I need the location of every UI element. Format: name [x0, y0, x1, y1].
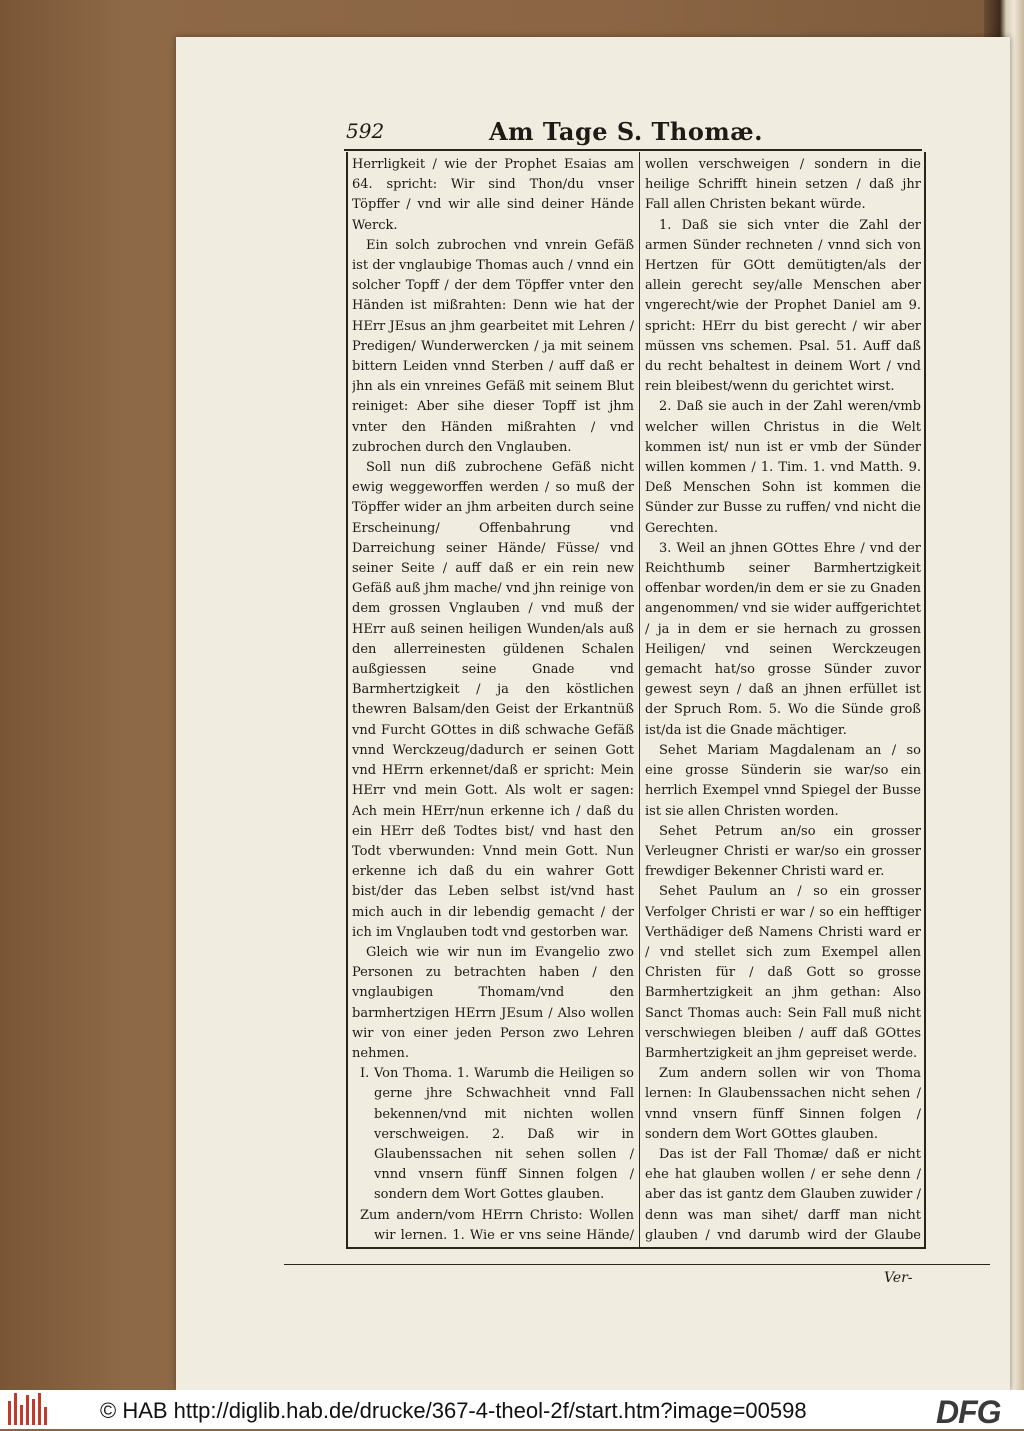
running-head: Am Tage S. Thomæ. — [488, 117, 764, 146]
right-column — [645, 155, 921, 1243]
book-page — [176, 37, 1010, 1390]
paragraph: Soll nun diß zubrochene Gefäß nicht ewig weggeworffen werden / so muß der Töpffer wider an jhm arbeiten durch seine Erscheinung/ Offenbahrung vnd Darreichung seiner Hände/ Füsse/ vnd seiner Seite / auff daß er ein rein new Gefäß auß jhm mache/ vnd jhn reinige von dem grossen Vnglauben / vnd muß der HErr auß seinen heiligen Wunden/als auß den allerreinesten güldenen Schalen außgiessen seine Gnade vnd Barmhertzigkeit / ja den köstlichen thewren Balsam/den Geist der Erkantnüß vnd Furcht GOttes in diß schwache Gefäß vnnd Werckzeug/dadurch er seinen Gott vnd HErrn erkennet/daß er spricht: Mein HErr vnd mein Gott. Als wolt er sagen: Ach mein HErr/nun erkenne ich / daß du ein HErr deß Todtes bist/ vnd hast den Todt vberwunden: Vnnd mein Gott. Nun erkenne ich daß du ein wahrer Gott bist/der das Leben selbst ist/vnd hast mich auch in dir lebendig gemacht / der ich im Vnglauben todt vnd gestorben war. — [352, 460, 634, 940]
page-header — [346, 119, 906, 145]
catchword: Ver- — [884, 1270, 913, 1286]
paragraph: Sehet Petrum an/so ein grosser Verleugner Christi er war/so ein grosser frewdiger Bekenner Christi ward er. — [645, 823, 921, 880]
paragraph: Zum andern sollen wir von Thoma lernen: In Glaubenssachen nicht sehen / vnnd vnsern fünff Sinnen folgen / sondern dem Wort GOttes glauben. — [645, 1066, 921, 1142]
paragraph: Das ist der Fall Thomæ/ daß er nicht ehe hat glauben wollen / er sehe denn / aber das ist gantz dem Glauben zuwider / denn was man sihet/ darff man nicht glauben / vnd darumb wird der Glaube — [645, 1146, 921, 1243]
footer-rule — [284, 1264, 990, 1265]
paragraph: Gleich wie wir nun im Evangelio zwo Personen zu betrachten haben / den vnglaubigen Thomam/vnd den barmhertzigen HErrn JEsum / Also wollen wir von einer jeden Person zwo Lehren nehmen. — [352, 944, 634, 1061]
paragraph: Herrligkeit / wie der Prophet Esaias am 64. spricht: Wir sind Thon/du vnser Töpffer / vnd wir alle sind deiner Hände Werck. — [352, 157, 634, 233]
header-rule — [344, 149, 922, 151]
page-number: 592 — [346, 119, 385, 143]
dfg-logo: DFG — [936, 1394, 1001, 1430]
paragraph: Sehet Paulum an / so ein grosser Verfolger Christi er war / so ein hefftiger Verthädiger deß Namens Christi ward er / vnd stellet sich zum Exempel allen Christen für / daß Gott so grosse Barmhertzigkeit an jhm gethan: Also Sanct Thomas auch: Sein Fall muß nicht verschwiegen bleiben / auff daß GOttes Barmhertzigkeit an jhm gepreiset werde. — [645, 884, 921, 1061]
paragraph: Sehet Mariam Magdalenam an / so eine grosse Sünderin sie war/so ein herrlich Exempel vnnd Spiegel der Busse ist sie allen Christen worden. — [645, 742, 921, 819]
paragraph: 3. Weil an jhnen GOttes Ehre / vnd der Reichthumb seiner Barmhertzigkeit offenbar worden/in dem er sie zu Gnaden angenommen/ vnd sie wider auffgerichtet / ja in dem er sie hernach zu grossen Heiligen/ vnd seinen Werckzeugen gemacht hat/so grosse Sünder zuvor gewest seyn / daß an jhnen erfüllet ist der Spruch Rom. 5. Wo die Sünde groß ist/da ist die Gnade mächtiger. — [645, 540, 921, 738]
paragraph: 2. Daß sie auch in der Zahl weren/vmb welcher willen Christus in die Welt kommen ist/ nun ist er vmb der Sünder willen kommen / 1. Tim. 1. vnd Matth. 9. Deß Menschen Sohn ist kommen die Sünder zur Busse zu ruffen/ vnd nicht die Gerechten. — [645, 399, 921, 536]
hab-barcode-icon — [8, 1393, 48, 1425]
left-column — [352, 155, 634, 1243]
column-divider — [639, 152, 640, 1247]
paragraph: wollen verschweigen / sondern in die heilige Schrifft hinein setzen / daß jhr Fall allen Christen bekant würde. — [645, 157, 921, 213]
source-url[interactable]: © HAB http://diglib.hab.de/drucke/367-4-theol-2f/start.htm?image=00598 — [100, 1398, 807, 1423]
outline-item: Zum andern/vom HErrn Christo: Wollen wir lernen. 1. Wie er vns seine Hände/ — [360, 1207, 634, 1243]
outline-item: I. Von Thoma. 1. Warumb die Heiligen so gerne jhre Schwachheit vnnd Fall bekennen/vnd mit nichten wollen verschweigen. 2. Daß wir in Glaubenssachen nit sehen sollen / vnnd vnsern fünff Sinnen folgen / sondern dem Wort Gottes glauben. — [360, 1066, 634, 1203]
paragraph: 1. Daß sie sich vnter die Zahl der armen Sünder rechneten / vnnd sich von Hertzen für GOtt demütigten/als der allein gerecht sey/alle Menschen aber vngerecht/wie der Prophet Daniel am 9. spricht: HErr du bist gerecht / wir aber müssen vns schemen. Psal. 51. Auff daß du recht behaltest in deinem Wort / vnd rein bleibest/wenn du gerichtet wirst. — [645, 217, 921, 395]
paragraph: Ein solch zubrochen vnd vnrein Gefäß ist der vnglaubige Thomas auch / vnnd ein solcher Topff / der dem Töpffer vnter den Händen ist mißrahten: Denn wie hat der HErr JEsus an jhm gearbeitet mit Lehren / Predigen/ Wunderwercken / ja mit seinem bittern Leiden vnnd Sterben / auff daß er jhn als ein vnreines Gefäß mit seinem Blut reiniget: Aber sihe dieser Topff ist jhm vnter den Händen mißrahten / vnd zubrochen durch den Vnglauben. — [352, 237, 634, 455]
